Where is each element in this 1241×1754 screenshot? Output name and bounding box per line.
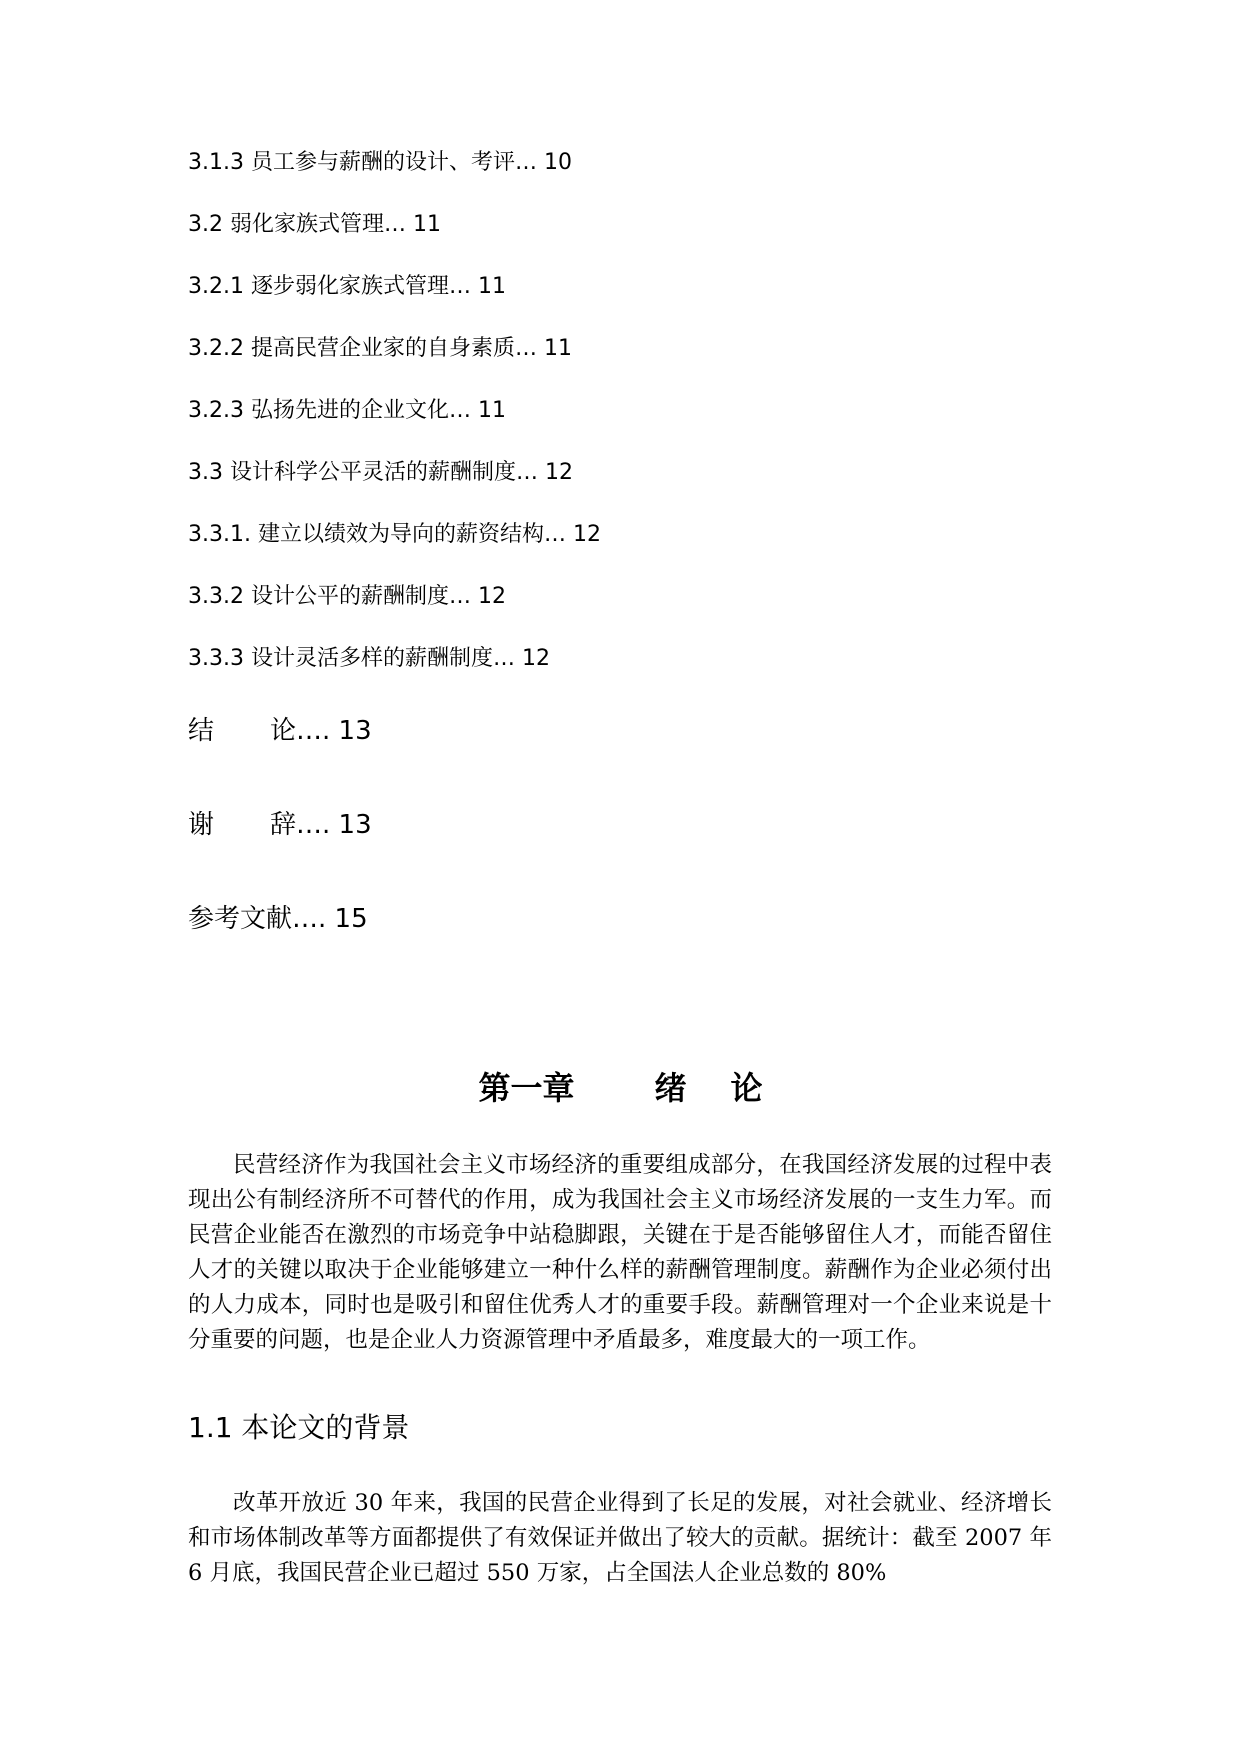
chapter-number: 第一章: [478, 1069, 575, 1107]
toc-conclusion-char-1: 结: [188, 716, 215, 746]
toc-entry-references[interactable]: 参考文献…. 15: [188, 904, 368, 934]
toc-entry-thanks[interactable]: [188, 808, 1088, 842]
toc-entry[interactable]: 3.1.3 员工参与薪酬的设计、考评… 10: [188, 150, 572, 175]
table-of-contents: [188, 148, 1088, 996]
background-paragraph: 改革开放近 30 年来，我国的民营企业得到了长足的发展，对社会就业、经济增长和市场体制改革等方面都提供了有效保证并做出了较大的贡献。据统计：截至 2007 年 6 月底，我国民营企业已超过 550 万家，占全国法人企业总数的 80%: [188, 1490, 1052, 1586]
toc-entry-conclusion[interactable]: [188, 714, 1088, 748]
toc-conclusion-char-2: 论…. 13: [270, 716, 372, 746]
toc-entry[interactable]: 3.2.2 提高民营企业家的自身素质… 11: [188, 336, 572, 361]
toc-entry[interactable]: 3.2.3 弘扬先进的企业文化… 11: [188, 398, 506, 423]
toc-thanks-char-1: 谢: [188, 810, 215, 840]
chapter-title-char-2: 论: [730, 1069, 763, 1107]
chapter-title-char-1: 绪: [654, 1069, 687, 1107]
toc-entry[interactable]: 3.2.1 逐步弱化家族式管理… 11: [188, 274, 506, 299]
toc-entry[interactable]: 3.3 设计科学公平灵活的薪酬制度… 12: [188, 460, 573, 485]
chapter-title: [0, 1068, 1241, 1108]
intro-paragraph: 民营经济作为我国社会主义市场经济的重要组成部分，在我国经济发展的过程中表现出公有制经济所不可替代的作用，成为我国社会主义市场经济发展的一支生力军。而民营企业能否在激烈的市场竞争中站稳脚跟，关键在于是否能够留住人才，而能否留住人才的关键以取决于企业能够建立一种什么样的薪酬管理制度。薪酬作为企业必须付出的人力成本，同时也是吸引和留住优秀人才的重要手段。薪酬管理对一个企业来说是十分重要的问题，也是企业人力资源管理中矛盾最多，难度最大的一项工作。: [188, 1152, 1052, 1353]
toc-thanks-char-2: 辞…. 13: [270, 810, 372, 840]
toc-entry[interactable]: 3.3.1. 建立以绩效为导向的薪资结构… 12: [188, 522, 601, 547]
section-heading: 1.1 本论文的背景: [188, 1411, 410, 1444]
toc-entry[interactable]: 3.2 弱化家族式管理… 11: [188, 212, 441, 237]
toc-entry[interactable]: 3.3.2 设计公平的薪酬制度… 12: [188, 584, 506, 609]
toc-entry[interactable]: 3.3.3 设计灵活多样的薪酬制度… 12: [188, 646, 550, 671]
